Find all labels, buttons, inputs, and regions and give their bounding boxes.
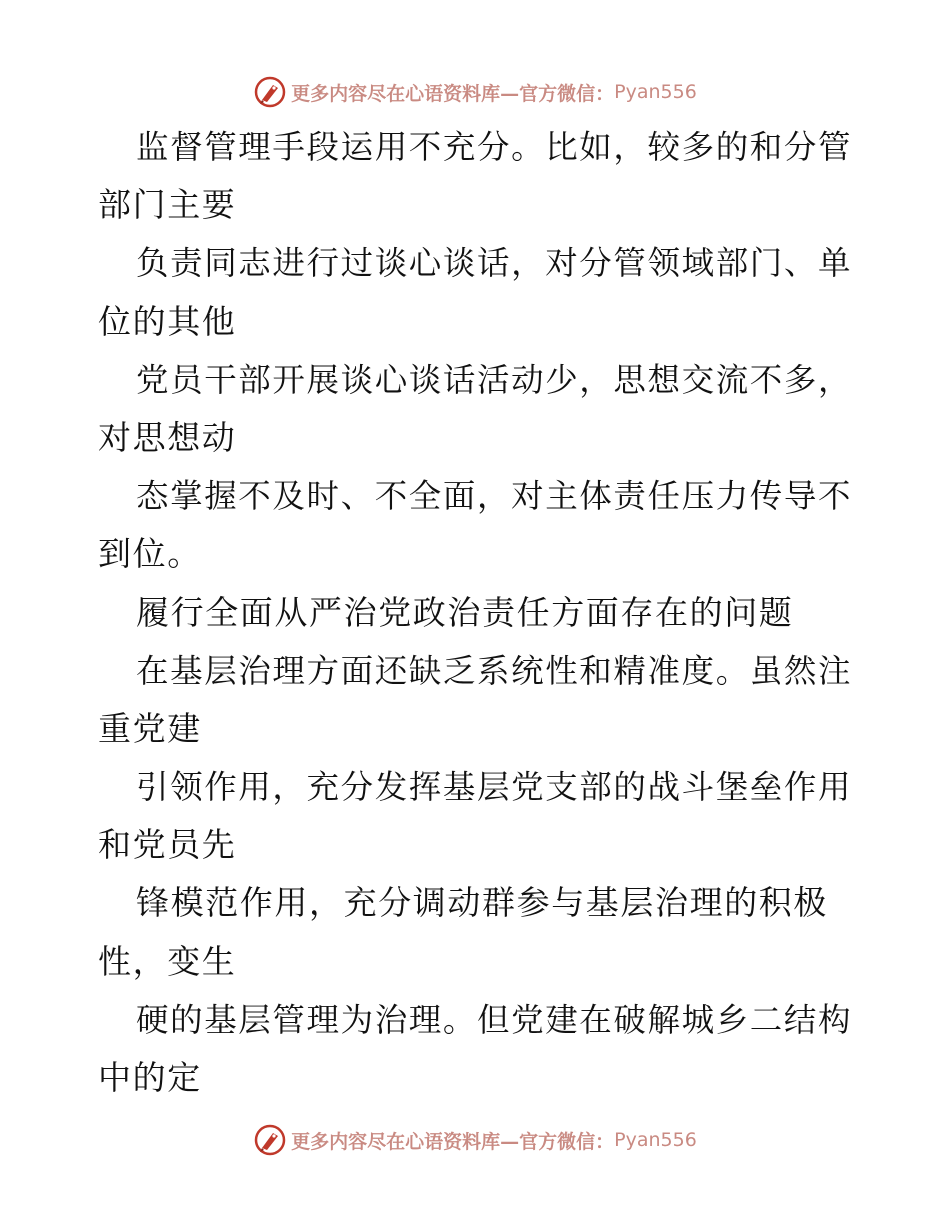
watermark-wechat-id: Pyan556 [614, 81, 697, 103]
text-line: 锋模范作用，充分调动群参与基层治理的积极 [136, 883, 828, 923]
text-line: 性，变生 [98, 941, 237, 981]
text-line: 和党员先 [98, 825, 237, 865]
text-line: 到位。 [98, 534, 202, 574]
pen-logo-icon [253, 75, 287, 109]
text-line: 部门主要 [98, 185, 237, 225]
text-line: 中的定 [98, 1058, 202, 1097]
text-line: 引领作用，充分发挥基层党支部的战斗堡垒作用 [136, 768, 853, 807]
text-line: 党员干部开展谈心谈话活动少，思想交流不多， [136, 360, 853, 399]
watermark-text: 更多内容尽在心语资料库—官方微信： [291, 82, 615, 105]
text-line: 监督管理手段运用不充分。比如，较多的和分管 [136, 128, 853, 166]
text-line: 重党建 [98, 708, 202, 748]
header-watermark [0, 72, 950, 112]
text-line: 对思想动 [98, 417, 237, 457]
text-line: 硬的基层管理为治理。但党建在破解城乡二结构 [136, 1000, 853, 1039]
pen-logo-icon [253, 1123, 287, 1157]
footer-watermark [0, 1120, 950, 1160]
section-heading: 履行全面从严治党政治责任方面存在的问题 [136, 592, 794, 632]
text-line: 态掌握不及时、不全面，对主体责任压力传导不 [136, 477, 853, 516]
text-line: 在基层治理方面还缺乏系统性和精准度。虽然注 [136, 651, 853, 690]
text-line: 负责同志进行过谈心谈话，对分管领域部门、单 [136, 244, 853, 283]
document-body [98, 118, 858, 1107]
watermark-wechat-id: Pyan556 [614, 1129, 697, 1151]
text-line: 位的其他 [98, 301, 237, 341]
watermark-text: 更多内容尽在心语资料库—官方微信： [291, 1130, 615, 1153]
